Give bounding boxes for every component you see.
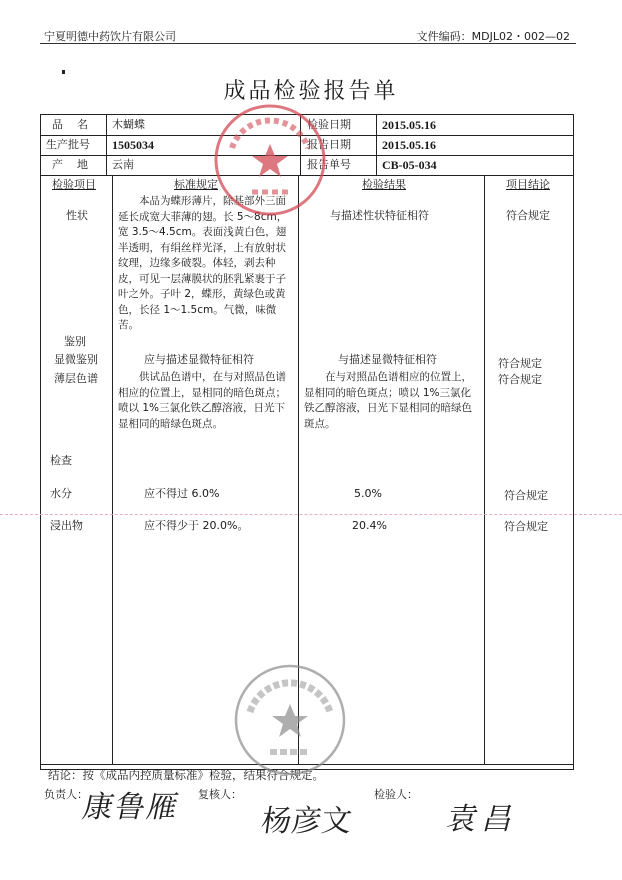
- traits-conclusion: 符合规定: [506, 209, 550, 222]
- micro-conclusion: 符合规定: [498, 357, 542, 370]
- origin-value: 云南: [112, 158, 134, 171]
- inspector-label: 检验人：: [374, 788, 418, 801]
- tlc-result: 在与对照品色谱相应的位置上，显相同的暗色斑点；喷以 1%三氯化铁乙醇溶液，日光下显相同的暗绿色斑点。: [304, 371, 472, 430]
- moisture-conclusion: 符合规定: [504, 489, 548, 502]
- moisture-standard: 应不得过 6.0%: [144, 487, 220, 500]
- col-divider: [112, 175, 113, 764]
- check-item: 检查: [50, 454, 72, 467]
- reviewer-label: 复核人：: [198, 788, 242, 801]
- col-divider: [376, 114, 377, 175]
- report-date-label: 报告日期: [307, 138, 351, 151]
- inspect-date-value: 2015.05.16: [382, 118, 436, 132]
- extract-conclusion: 符合规定: [504, 520, 548, 533]
- traits-standard: 本品为蝶形薄片，除基部外三面延长成宽大菲薄的翅。长 5～8cm，宽 3.5～4.5cm。表面浅黄白色，翅半透明，有绢丝样光泽，上有放射状纹理，边缘多破裂。体轻，剥去种皮，可见一层薄膜状的胚乳紧裹于子叶之外。子叶 2，蝶形，黄绿色或黄色，长径 1～1.5cm。气微，味微苦。: [118, 195, 288, 331]
- micro-standard: 应与描述显微特征相符: [144, 353, 254, 366]
- report-conclusion: 结论：按《成品内控质量标准》检验，结果符合规定。: [48, 768, 324, 782]
- company-name: 宁夏明德中药饮片有限公司: [44, 30, 176, 43]
- extract-standard: 应不得少于 20.0%。: [144, 519, 249, 532]
- product-label: 品名: [52, 118, 88, 131]
- extract-result: 20.4%: [352, 519, 387, 532]
- moisture-result: 5.0%: [354, 487, 382, 500]
- traits-result: 与描述性状特征相符: [330, 209, 429, 222]
- file-code: 文件编码：MDJL02・002—02: [416, 30, 570, 43]
- col-header-item: 检验项目: [52, 178, 96, 191]
- batch-label: 生产批号: [46, 138, 90, 151]
- micro-result: 与描述显微特征相符: [338, 353, 437, 366]
- tlc-conclusion: 符合规定: [498, 373, 542, 386]
- col-header-standard: 标准规定: [174, 178, 218, 191]
- col-header-conclusion: 项目结论: [506, 178, 550, 191]
- reviewer-signature: 杨彦文: [259, 804, 354, 839]
- scan-artifact-line: [0, 514, 622, 515]
- col-divider: [106, 114, 107, 175]
- col-header-result: 检验结果: [362, 178, 406, 191]
- header-rule: [40, 43, 576, 44]
- report-date-value: 2015.05.16: [382, 138, 436, 152]
- responsible-signature: 康鲁雁: [79, 790, 183, 825]
- micro-item: 显微鉴别: [54, 353, 98, 366]
- upper-stamp-seal: [210, 100, 330, 220]
- tlc-item: 薄层色谱: [54, 372, 98, 385]
- report-no-label: 报告单号: [307, 158, 351, 171]
- product-value: 木蝴蝶: [112, 118, 145, 131]
- extract-item: 浸出物: [50, 519, 83, 532]
- inspect-date-label: 检验日期: [307, 118, 351, 131]
- traits-item: 性状: [66, 209, 88, 222]
- page-title: 成品检验报告单: [223, 79, 399, 104]
- inspector-signature: 袁昌: [442, 802, 524, 837]
- tlc-standard: 供试品色谱中，在与对照品色谱相应的位置上，显相同的暗色斑点；喷以 1%三氯化铁乙醇溶液，日光下显相同的暗绿色斑点。: [118, 371, 286, 430]
- report-no-value: CB-05-034: [382, 158, 437, 172]
- origin-label: 产地: [52, 158, 88, 171]
- responsible-label: 负责人：: [44, 788, 88, 801]
- batch-value: 1505034: [112, 138, 154, 152]
- identify-item: 鉴别: [64, 335, 86, 348]
- col-divider: [484, 175, 485, 764]
- moisture-item: 水分: [50, 487, 72, 500]
- lower-stamp-seal: [230, 660, 350, 780]
